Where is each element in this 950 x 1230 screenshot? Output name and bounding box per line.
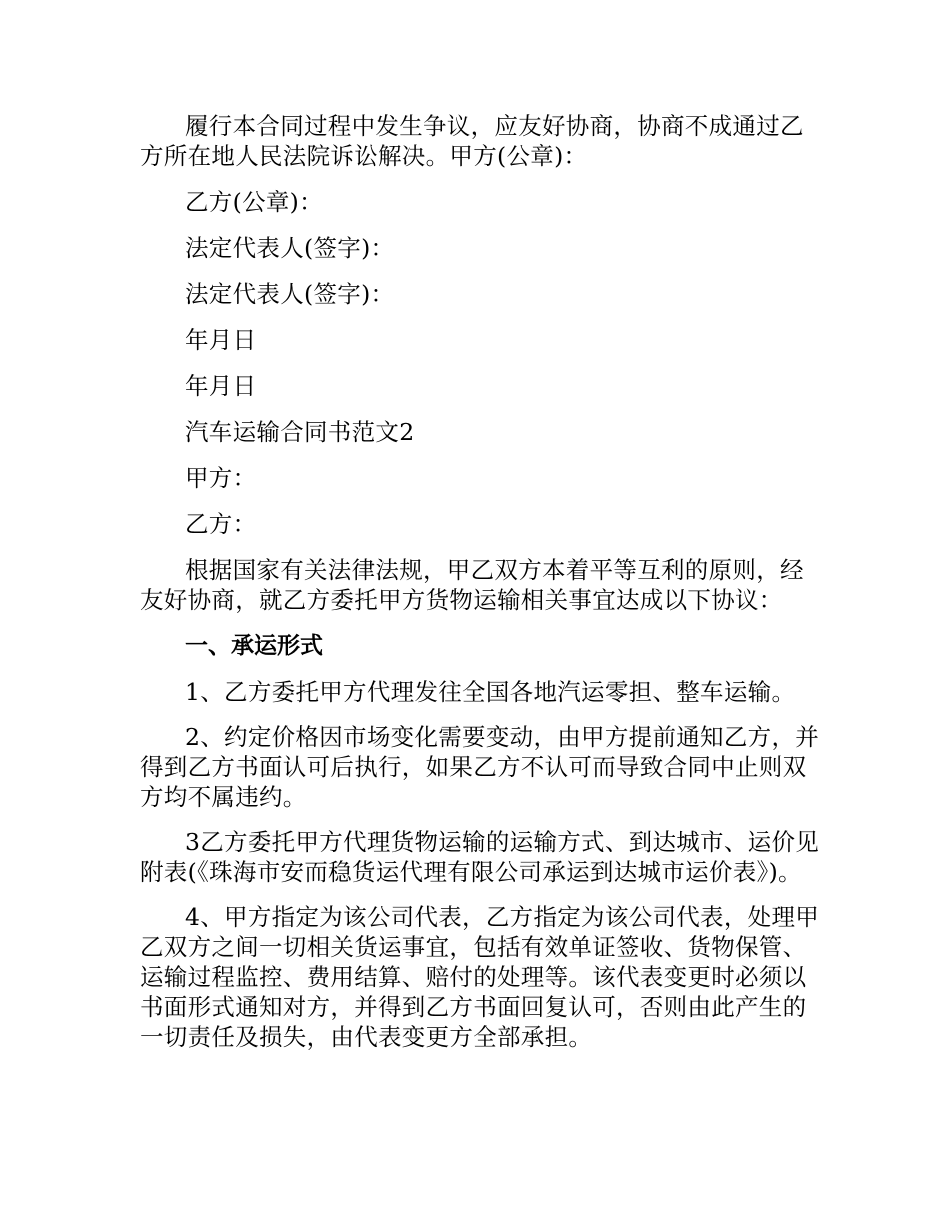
party-b-line: 乙方： [185, 510, 257, 538]
party-b-seal-line: 乙方(公章)： [185, 188, 323, 216]
clause-2: 2、约定价格因市场变化需要变动，由甲方提前通知乙方，并得到乙方书面认可后执行，如果乙方不认可而导致合同中止则双方均不属违约。 [140, 723, 820, 811]
party-a-line: 甲方： [185, 464, 257, 492]
paragraph-preamble: 根据国家有关法律法规，甲乙双方本着平等互利的原则，经友好协商，就乙方委托甲方货物运输相关事宜达成以下协议： [140, 556, 804, 614]
legal-rep-signature-line-2: 法定代表人(签字)： [185, 280, 395, 308]
date-line-1: 年月日 [185, 326, 257, 354]
legal-rep-signature-line-1: 法定代表人(签字)： [185, 234, 395, 262]
date-line-2: 年月日 [185, 372, 257, 400]
document-subtitle: 汽车运输合同书范文2 [185, 418, 415, 446]
paragraph-dispute: 履行本合同过程中发生争议，应友好协商，协商不成通过乙方所在地人民法院诉讼解决。甲方(公章)： [140, 112, 804, 170]
clause-1: 1、乙方委托甲方代理发往全国各地汽运零担、整车运输。 [185, 678, 796, 706]
clause-4: 4、甲方指定为该公司代表，乙方指定为该公司代表，处理甲乙双方之间一切相关货运事宜，包括有效单证签收、货物保管、运输过程监控、费用结算、赔付的处理等。该代表变更时必须以书面形式通知对方，并得到乙方书面回复认可，否则由此产生的一切责任及损失，由代表变更方全部承担。 [140, 903, 820, 1051]
section-heading: 一、承运形式 [185, 633, 323, 659]
document-page [140, 111, 820, 1052]
clause-3: 3乙方委托甲方代理货物运输的运输方式、到达城市、运价见附表(《珠海市安而稳货运代理有限公司承运到达城市运价表》)。 [140, 828, 820, 886]
